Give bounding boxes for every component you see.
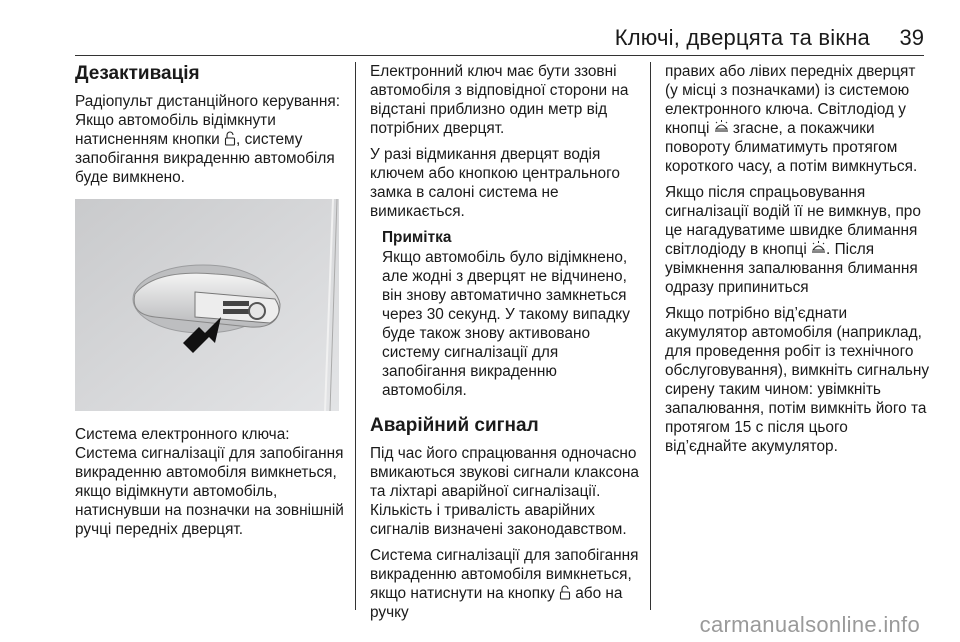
- page-number: 39: [899, 25, 924, 50]
- alarm-led-icon: [811, 241, 826, 256]
- column-divider: [355, 62, 356, 610]
- watermark: carmanualsonline.info: [699, 612, 920, 637]
- paragraph: Система електронного ключа: Система сигналізації для запобігання викраденню автомобіля вимкнеться, якщо відімкнути автомобіль, натиснувши на позначки на зовнішній ручці передніх дверцят.: [75, 426, 344, 538]
- paragraph: У разі відмикання дверцят водія ключем або кнопкою центрального замка в салоні система не вимикається.: [370, 146, 620, 220]
- paragraph: Під час його спрацювання одночасно вмикаються звукові сигнали клаксона та ліхтарі аварійної сигналізації. Кількість і тривалість аварійних сигналів визначені законодавством.: [370, 445, 639, 538]
- paragraph: правих або лівих передніх дверцят (у місці з позначками) із системою електронного ключа. Світлодіод у кнопці згасне, а покажчики повороту блиматимуть протягом короткого часу, а потім вимкнуться.: [665, 63, 918, 175]
- door-handle-illustration: [75, 199, 339, 411]
- page-header: [0, 0, 960, 60]
- column-2: [370, 62, 640, 629]
- note-title: Примітка: [382, 229, 452, 246]
- column-1: [75, 62, 345, 546]
- paragraph: Електронний ключ має бути ззовні автомобіля з відповідної сторони на відстані приблизно один метр від потрібних дверцят.: [370, 63, 629, 137]
- paragraph: Система сигналізації для запобігання викраденню автомобіля вимкнеться, якщо натиснути на кнопку або на ручку: [370, 547, 639, 621]
- chapter-title: Ключі, дверцята та вікна: [614, 25, 870, 50]
- note-text: Якщо автомобіль було відімкнено, але жодні з дверцят не відчинено, він знову автоматично замкнеться через 30 секунд. У такому випадку буде також знову активовано систему сигналізації для запобігання викраденню автомобіля.: [382, 249, 630, 399]
- alarm-led-icon: [714, 120, 729, 135]
- paragraph: Якщо потрібно від’єднати акумулятор автомобіля (наприклад, для проведення робіт із технічного обслуговування), вимкніть сигнальну сирену таким чином: увімкніть запалювання, потім вимкніть його та протягом 15 с після цього від’єднайте акумулятор.: [665, 305, 930, 455]
- paragraph: Якщо після спрацьовування сигналізації водій її не вимкнув, про це нагадуватиме швидке блимання світлодіоду в кнопці . Після увімкнення запалювання блимання одразу припиниться: [665, 184, 921, 296]
- unlock-icon: [559, 585, 571, 600]
- note-box: [382, 228, 640, 400]
- section-heading-alarm: Аварійний сигнал: [370, 415, 539, 436]
- unlock-icon: [224, 131, 236, 146]
- header-divider: [75, 55, 924, 56]
- column-3: [665, 62, 930, 463]
- column-divider: [650, 62, 651, 610]
- section-heading-deactivation: Дезактивація: [75, 63, 200, 84]
- paragraph: Радіопульт дистанційного керування: Якщо автомобіль відімкнути натисненням кнопки , систему запобігання викраденню автомобіля буде вимкнено.: [75, 93, 341, 186]
